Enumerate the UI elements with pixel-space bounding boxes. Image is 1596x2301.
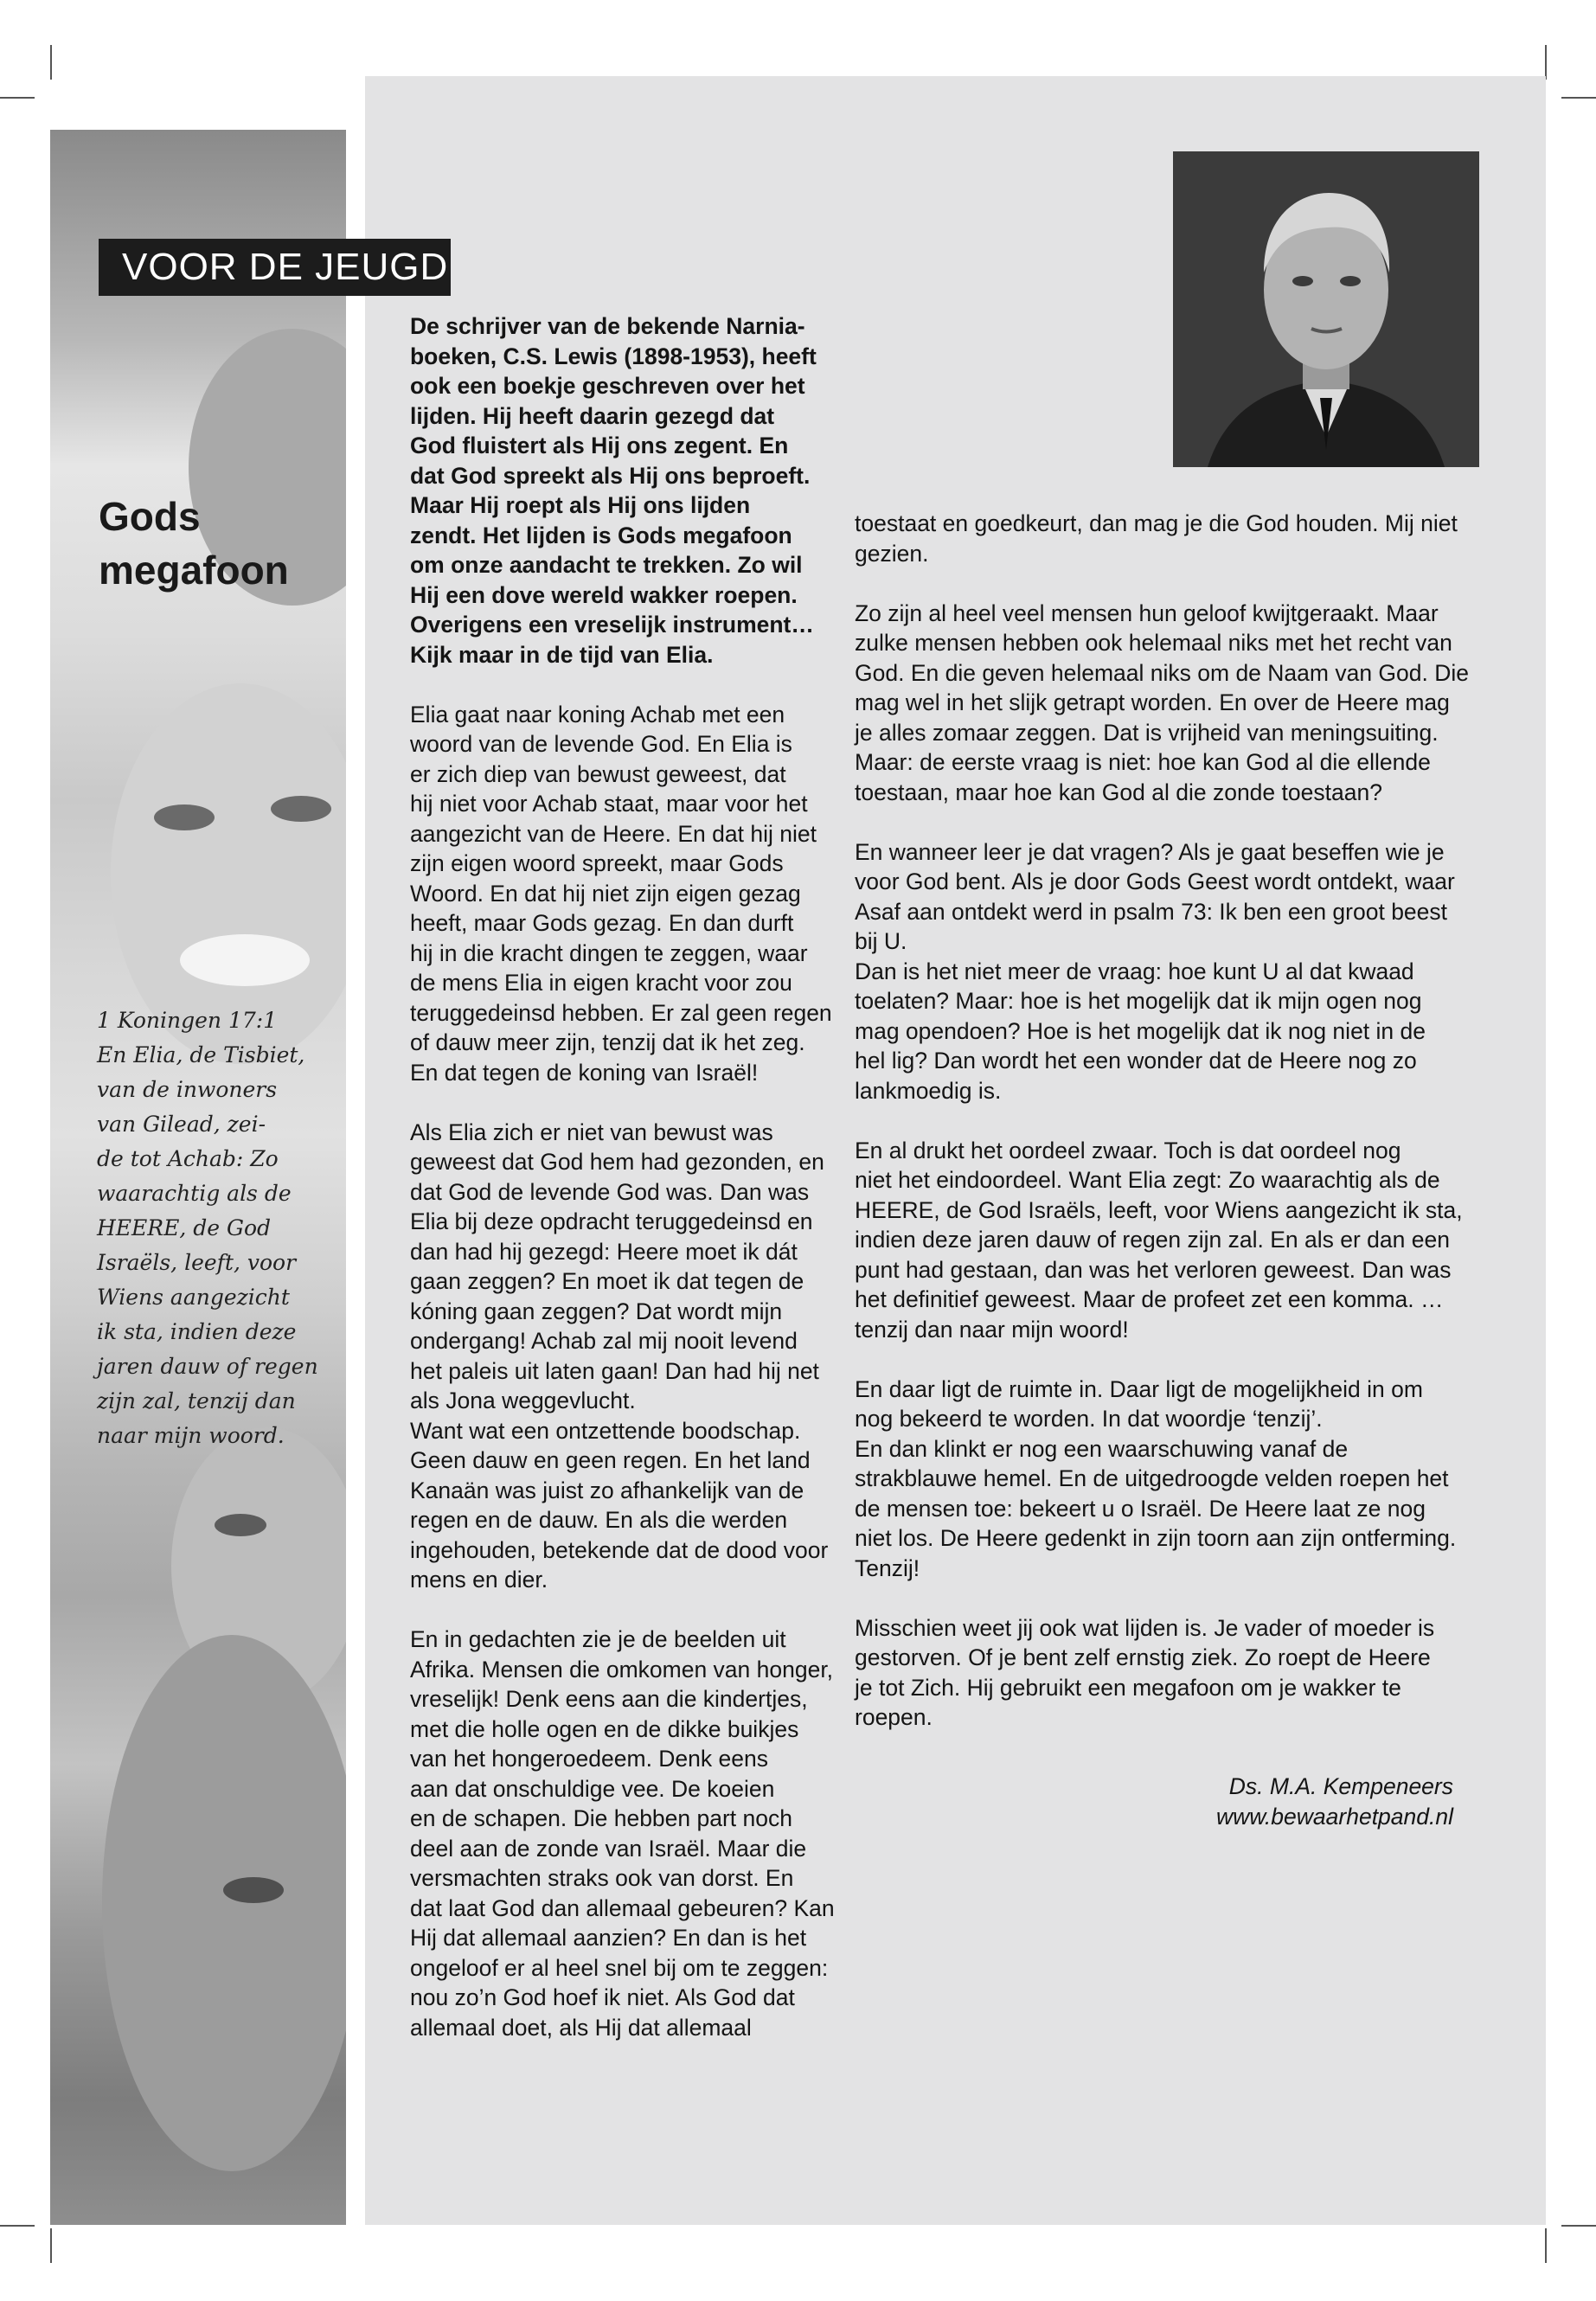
- body-line: HEERE, de God Israëls, leeft, voor Wiens aangezicht ik sta,: [855, 1196, 1463, 1223]
- body-line: geweest dat God hem had gezonden, en: [410, 1149, 824, 1175]
- intro-line: De schrijver van de bekende Narnia-: [410, 313, 805, 339]
- body-line: dan had hij gezegd: Heere moet ik dát: [410, 1238, 798, 1265]
- body-line: nou zo’n God hoef ik niet. Als God dat: [410, 1984, 795, 2010]
- verse-line: ik sta, indien deze: [97, 1319, 297, 1344]
- body-line: als Jona weggevlucht.: [410, 1388, 636, 1413]
- body-line: aan dat onschuldige vee. De koeien: [410, 1775, 775, 1802]
- body-paragraph: [855, 509, 1477, 568]
- body-line: mag wel in het slijk getrapt worden. En over de Heere mag: [855, 689, 1450, 715]
- portrait-illustration: [1173, 151, 1479, 467]
- crop-mark: [50, 2228, 52, 2263]
- crop-mark: [1561, 2225, 1596, 2227]
- body-line: strakblauwe hemel. En de uitgedroogde velden roepen het: [855, 1465, 1449, 1491]
- intro-line: Maar Hij roept als Hij ons lijden: [410, 492, 751, 518]
- intro-line: dat God spreekt als Hij ons beproeft.: [410, 462, 811, 489]
- body-line: vreselijk! Denk eens aan die kindertjes,: [410, 1686, 808, 1712]
- body-paragraph: [855, 599, 1477, 808]
- verse-line: waarachtig als de: [97, 1181, 292, 1206]
- body-line: mens en dier.: [410, 1567, 548, 1593]
- body-line: En daar ligt de ruimte in. Daar ligt de mogelijkheid in om: [855, 1375, 1423, 1402]
- body-line: deel aan de zonde van Israël. Maar die: [410, 1835, 807, 1862]
- body-line: je tot Zich. Hij gebruikt een megafoon om je wakker te: [855, 1674, 1401, 1701]
- body-line: zulke mensen hebben ook helemaal niks met het recht van: [855, 630, 1452, 656]
- verse-line: naar mijn woord.: [97, 1423, 285, 1448]
- intro-line: lijden. Hij heeft daarin gezegd dat: [410, 402, 775, 429]
- body-line: En al drukt het oordeel zwaar. Toch is dat oordeel nog: [855, 1137, 1401, 1163]
- body-line: God. En die geven helemaal niks om de Naam van God. Die: [855, 659, 1470, 686]
- verse-line: HEERE, de God: [97, 1215, 272, 1240]
- body-paragraph: [410, 700, 843, 1088]
- body-line: aangezicht van de Heere. En dat hij niet: [410, 820, 817, 847]
- body-line: Kanaän was juist zo afhankelijk van de: [410, 1477, 804, 1503]
- body-line: hel lig? Dan wordt het een wonder dat de Heere nog zo: [855, 1048, 1417, 1074]
- body-paragraph: [410, 1625, 843, 2042]
- body-line: gezien.: [855, 540, 929, 567]
- intro-line: God fluistert als Hij ons zegent. En: [410, 433, 789, 458]
- verse-line: zijn zal, tenzij dan: [97, 1388, 296, 1413]
- body-line: allemaal doet, als Hij dat allemaal: [410, 2014, 752, 2041]
- verse-line: Israëls, leeft, voor: [97, 1250, 297, 1275]
- verse-line: de tot Achab: Zo: [97, 1146, 279, 1171]
- body-paragraph: [855, 1613, 1477, 1733]
- body-line: roepen.: [855, 1704, 933, 1730]
- crop-mark: [0, 97, 35, 99]
- article-column-2: [855, 509, 1477, 1733]
- body-line: Zo zijn al heel veel mensen hun geloof kwijtgeraakt. Maar: [855, 599, 1439, 626]
- body-line: punt had gestaan, dan was het verloren geweest. Dan was: [855, 1256, 1452, 1283]
- intro-line: boeken, C.S. Lewis (1898-1953), heeft: [410, 343, 817, 369]
- body-line: zijn eigen woord spreekt, maar Gods: [410, 850, 784, 876]
- body-line: voor God bent. Als je door Gods Geest wordt ontdekt, waar: [855, 868, 1455, 894]
- author-website-link[interactable]: www.bewaarhetpand.nl: [1215, 1803, 1453, 1830]
- body-line: Hij dat allemaal aanzien? En dan is het: [410, 1925, 807, 1951]
- verse-line: jaren dauw of regen: [97, 1354, 318, 1379]
- verse-line: En Elia, de Tisbiet,: [97, 1042, 305, 1067]
- body-line: kóning gaan zeggen? Dat wordt mijn: [410, 1298, 783, 1324]
- body-line: gaan zeggen? En moet ik dat tegen de: [410, 1268, 804, 1294]
- body-line: van het hongeroedeem. Denk eens: [410, 1746, 768, 1772]
- verse-line: van de inwoners: [97, 1077, 278, 1102]
- title-line: megafoon: [99, 548, 289, 593]
- body-line: ingehouden, betekende dat de dood voor: [410, 1536, 829, 1563]
- body-line: hij in die kracht dingen te zeggen, waar: [410, 939, 808, 966]
- intro-line: om onze aandacht te trekken. Zo wil: [410, 552, 803, 578]
- body-line: toelaten? Maar: hoe is het mogelijk dat ik mijn ogen nog: [855, 988, 1422, 1014]
- article-title: [99, 490, 341, 597]
- body-line: dat God de levende God was. Dan was: [410, 1178, 810, 1205]
- body-line: en de schapen. Die hebben part noch: [410, 1805, 792, 1831]
- body-line: gestorven. Of je bent zelf ernstig ziek. Zo roept de Heere: [855, 1644, 1431, 1670]
- body-line: het definitief geweest. Maar de profeet zet een komma. …: [855, 1286, 1444, 1312]
- body-line: bij U.: [855, 928, 907, 954]
- body-line: En in gedachten zie je de beelden uit: [410, 1626, 786, 1652]
- body-line: toestaan, maar hoe kan God al die zonde toestaan?: [855, 779, 1382, 805]
- body-line: indien deze jaren dauw of regen zijn zal. En als er dan een: [855, 1227, 1450, 1253]
- body-line: Elia bij deze opdracht teruggedeinsd en: [410, 1208, 813, 1234]
- body-line: Elia gaat naar koning Achab met een: [410, 701, 785, 727]
- author-name: Ds. M.A. Kempeneers: [1228, 1773, 1453, 1799]
- body-line: Afrika. Mensen die omkomen van honger,: [410, 1656, 834, 1682]
- body-line: de mensen toe: bekeert u o Israël. De Heere laat ze nog: [855, 1495, 1426, 1522]
- body-line: woord van de levende God. En Elia is: [410, 731, 792, 757]
- crop-mark: [1561, 97, 1596, 99]
- body-line: Want wat een ontzettende boodschap.: [410, 1417, 801, 1444]
- body-line: En dat tegen de koning van Israël!: [410, 1059, 759, 1086]
- author-signature: [1064, 1772, 1453, 1831]
- body-line: ongeloof er al heel snel bij om te zeggen:: [410, 1954, 829, 1981]
- crop-mark: [0, 2225, 35, 2227]
- body-line: Tenzij!: [855, 1554, 920, 1581]
- body-line: Woord. En dat hij niet zijn eigen gezag: [410, 880, 801, 907]
- crop-mark: [1545, 45, 1547, 80]
- body-paragraph: [855, 1136, 1477, 1345]
- body-line: ondergang! Achab zal mij nooit levend: [410, 1328, 798, 1354]
- body-line: het paleis uit laten gaan! Dan had hij net: [410, 1357, 819, 1384]
- verse-line: 1 Koningen 17:1: [97, 1008, 278, 1033]
- verse-line: van Gilead, zei-: [97, 1112, 266, 1137]
- body-line: niet het eindoordeel. Want Elia zegt: Zo waarachtig als de: [855, 1167, 1440, 1193]
- body-paragraph: [855, 1375, 1477, 1584]
- body-line: tenzij dan naar mijn woord!: [855, 1316, 1129, 1343]
- intro-line: Kijk maar in de tijd van Elia.: [410, 641, 714, 668]
- intro-line: Overigens een vreselijk instrument…: [410, 612, 814, 638]
- body-line: of dauw meer zijn, tenzij dat ik het zeg.: [410, 1029, 805, 1055]
- body-line: mag opendoen? Hoe is het mogelijk dat ik nog niet in de: [855, 1017, 1426, 1044]
- body-line: regen en de dauw. En als die werden: [410, 1507, 788, 1533]
- body-line: er zich diep van bewust geweest, dat: [410, 760, 786, 787]
- body-line: Asaf aan ontdekt werd in psalm 73: Ik ben een groot beest: [855, 898, 1448, 925]
- title-line: Gods: [99, 494, 201, 539]
- section-label: VOOR DE JEUGD: [99, 239, 451, 296]
- intro-line: Hij een dove wereld wakker roepen.: [410, 581, 798, 608]
- body-line: nog bekeerd te worden. In dat woordje ‘tenzij’.: [855, 1406, 1323, 1432]
- body-line: Dan is het niet meer de vraag: hoe kunt U al dat kwaad: [855, 958, 1414, 984]
- body-line: je alles zomaar zeggen. Dat is vrijheid van meningsuiting.: [855, 719, 1439, 746]
- body-line: Maar: de eerste vraag is niet: hoe kan God al die ellende: [855, 749, 1431, 775]
- intro-line: ook een boekje geschreven over het: [410, 373, 805, 399]
- body-line: hij niet voor Achab staat, maar voor het: [410, 791, 808, 817]
- body-line: En dan klinkt er nog een waarschuwing vanaf de: [855, 1435, 1349, 1462]
- body-paragraph: [855, 837, 1477, 1106]
- article-column-1: [410, 311, 843, 2042]
- body-line: de mens Elia in eigen kracht voor zou: [410, 970, 792, 996]
- body-line: heeft, maar Gods gezag. En dan durft: [410, 910, 794, 936]
- body-line: versmachten straks ook van dorst. En: [410, 1865, 794, 1891]
- body-line: Misschien weet jij ook wat lijden is. Je vader of moeder is: [855, 1614, 1435, 1641]
- crop-mark: [50, 45, 52, 80]
- body-line: Geen dauw en geen regen. En het land: [410, 1447, 811, 1473]
- body-line: En wanneer leer je dat vragen? Als je gaat beseffen wie je: [855, 838, 1445, 865]
- intro-line: zendt. Het lijden is Gods megafoon: [410, 522, 792, 548]
- body-line: lankmoedig is.: [855, 1077, 1002, 1104]
- verse-line: Wiens aangezicht: [97, 1285, 290, 1310]
- body-line: teruggedeinsd hebben. Er zal geen regen: [410, 999, 832, 1026]
- intro-paragraph: [410, 311, 843, 670]
- body-line: Als Elia zich er niet van bewust was: [410, 1118, 773, 1145]
- author-photo: [1173, 151, 1479, 467]
- body-line: met die holle ogen en de dikke buikjes: [410, 1715, 799, 1742]
- body-line: dat laat God dan allemaal gebeuren? Kan: [410, 1894, 835, 1921]
- body-line: toestaat en goedkeurt, dan mag je die God houden. Mij niet: [855, 510, 1458, 536]
- body-paragraph: [410, 1118, 843, 1595]
- body-line: niet los. De Heere gedenkt in zijn toorn aan zijn ontferming.: [855, 1525, 1457, 1551]
- bible-verse: [97, 1003, 325, 1453]
- crop-mark: [1545, 2228, 1547, 2263]
